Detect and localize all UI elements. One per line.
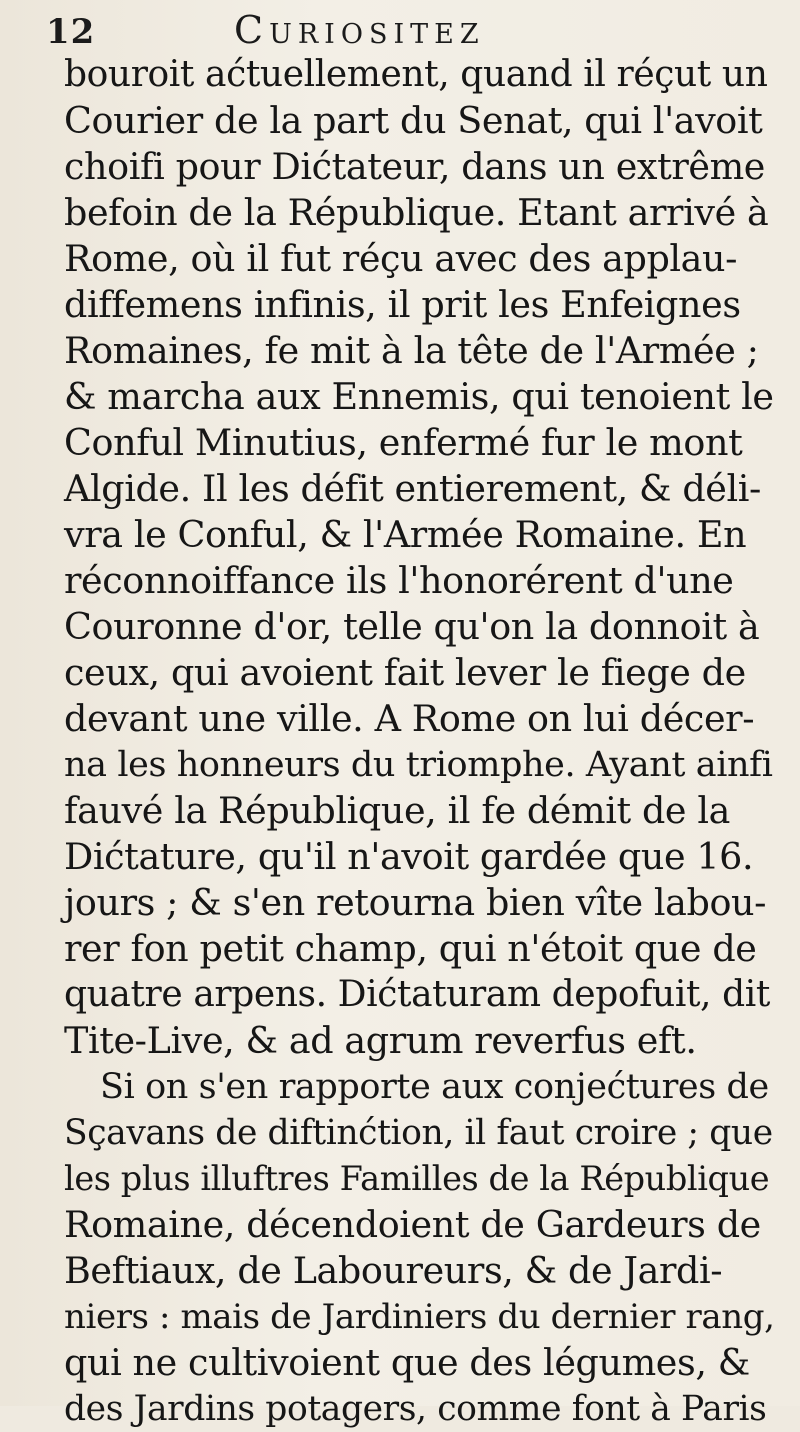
- page-number: 12: [46, 12, 96, 52]
- text-line: Couronne d'or, telle qu'on la donnoit à: [64, 605, 760, 648]
- text-line: ceux, qui avoient fait lever le fiege de: [64, 651, 746, 694]
- text-line: choifi pour Dićtateur, dans un extrême: [64, 145, 766, 188]
- text-line: vra le Conful, & l'Armée Romaine. En: [64, 513, 747, 556]
- text-line: réconnoiffance ils l'honorérent d'une: [64, 559, 734, 602]
- text-line: les plus illuftres Familles de la République: [64, 1159, 770, 1198]
- text-line: & marcha aux Ennemis, qui tenoient le: [64, 375, 774, 418]
- running-title: Curiositez: [234, 8, 485, 52]
- text-line: Dićtature, qu'il n'avoit gardée que 16.: [64, 835, 754, 878]
- text-line: niers : mais de Jardiniers du dernier rang,: [64, 1297, 775, 1337]
- text-line: quatre arpens. Dićtaturam depofuit, dit: [64, 974, 770, 1015]
- text-line: Romaine, décendoient de Gardeurs de: [64, 1203, 761, 1246]
- text-line: diffemens infinis, il prit les Enfeignes: [64, 283, 741, 326]
- text-line: Rome, où il fut réçu avec des applau-: [64, 237, 738, 280]
- text-line: Algide. Il les défit entierement, & déli-: [64, 467, 761, 510]
- text-line: Sçavans de diftinćtion, il faut croire ; que: [64, 1113, 773, 1153]
- text-line: Tite-Live, & ad agrum reverfus eft.: [64, 1019, 697, 1062]
- text-line: devant une ville. A Rome on lui décer-: [64, 697, 755, 740]
- text-line: jours ; & s'en retourna bien vîte labou-: [64, 881, 767, 924]
- text-line: Romaines, fe mit à la tête de l'Armée ;: [64, 329, 759, 372]
- text-line: Beftiaux, de Laboureurs, & de Jardi-: [64, 1249, 723, 1292]
- text-line: Courier de la part du Senat, qui l'avoit: [64, 99, 763, 142]
- text-line: qui ne cultivoient que des légumes, &: [64, 1341, 750, 1384]
- text-line: fauvé la République, il fe démit de la: [64, 789, 730, 832]
- text-line: bouroit aćtuellement, quand il réçut un: [64, 54, 768, 95]
- text-line: befoin de la République. Etant arrivé à: [64, 191, 769, 234]
- text-line: rer fon petit champ, qui n'étoit que de: [64, 927, 757, 970]
- text-line: Conful Minutius, enfermé fur le mont: [64, 421, 743, 464]
- text-line: na les honneurs du triomphe. Ayant ainfi: [64, 745, 773, 785]
- text-line: Si on s'en rapporte aux conjećtures de: [100, 1067, 769, 1107]
- text-line: des Jardins potagers, comme font à Paris: [64, 1389, 767, 1429]
